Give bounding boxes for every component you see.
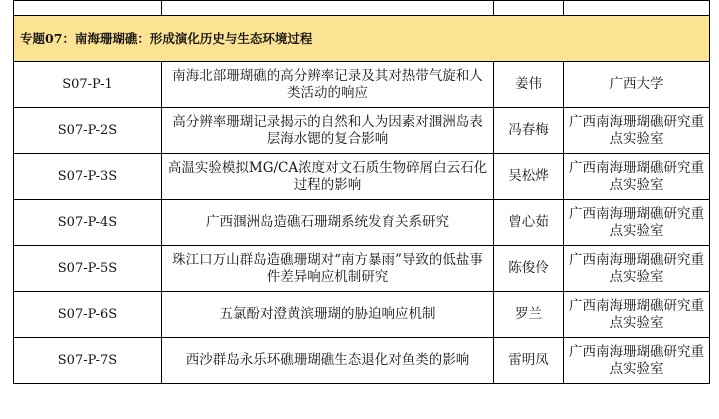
table-row [14,292,710,338]
poster-author: 罗兰 [494,292,564,338]
poster-org: 广西南海珊瑚礁研究重点实验室 [564,154,710,200]
section-header-row [14,16,710,62]
table-row [14,154,710,200]
poster-author: 冯春梅 [494,108,564,154]
poster-title: 广西涠洲岛造礁石珊瑚系统发育关系研究 [162,200,494,246]
poster-org: 广西南海珊瑚礁研究重点实验室 [564,246,710,292]
poster-code: S07-P-2S [14,108,162,154]
poster-org: 广西南海珊瑚礁研究重点实验室 [564,338,710,384]
table-row [14,108,710,154]
schedule-sheet [13,0,709,384]
poster-code: S07-P-1 [14,62,162,108]
poster-code: S07-P-3S [14,154,162,200]
poster-title: 珠江口万山群岛造礁珊瑚对“南方暴雨”导致的低盐事件差异响应机制研究 [162,246,494,292]
poster-org: 广西南海珊瑚礁研究重点实验室 [564,292,710,338]
poster-code: S07-P-4S [14,200,162,246]
poster-author: 曾心茹 [494,200,564,246]
poster-title: 高温实验模拟MG/CA浓度对文石质生物碎屑白云石化过程的影响 [162,154,494,200]
poster-author: 吴松烨 [494,154,564,200]
poster-author: 陈俊伶 [494,246,564,292]
poster-title: 高分辨率珊瑚记录揭示的自然和人为因素对涠洲岛表层海水锶的复合影响 [162,108,494,154]
poster-author: 姜伟 [494,62,564,108]
poster-code: S07-P-6S [14,292,162,338]
poster-title: 南海北部珊瑚礁的高分辨率记录及其对热带气旋和人类活动的响应 [162,62,494,108]
table-row [14,200,710,246]
poster-title: 西沙群岛永乐环礁珊瑚礁生态退化对鱼类的影响 [162,338,494,384]
poster-title: 五氯酚对澄黄滨珊瑚的胁迫响应机制 [162,292,494,338]
poster-org: 广西南海珊瑚礁研究重点实验室 [564,108,710,154]
table-row [14,338,710,384]
poster-org: 广西大学 [564,62,710,108]
poster-org: 广西南海珊瑚礁研究重点实验室 [564,200,710,246]
previous-row-edge [14,1,710,16]
poster-code: S07-P-5S [14,246,162,292]
table-row [14,246,710,292]
table-row [14,62,710,108]
poster-table [13,0,710,384]
poster-author: 雷明凤 [494,338,564,384]
poster-code: S07-P-7S [14,338,162,384]
section-title: 专题07：南海珊瑚礁：形成演化历史与生态环境过程 [14,16,710,62]
